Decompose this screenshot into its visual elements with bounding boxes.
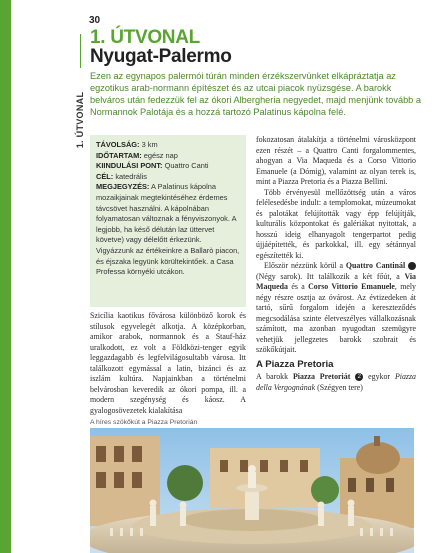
- right-paragraph-2: Több érvényesül mellőzöttség után a város felélesedésbe indult: a templomokat, múzeumokat és palotákat felújították vagy épp felújítják, kulturális központokat és galériákat nyitottak, a hosszú ideig elhanyagolt tengerpartot pedig újjáépítették, és parkokkal, ill. egy sétánnyal egészítették ki.: [256, 187, 416, 260]
- right-paragraph-4: [256, 372, 416, 393]
- route-info-box: [90, 135, 246, 307]
- p4-text-b: egykor: [363, 372, 395, 381]
- marker-1-icon: 1: [408, 262, 416, 270]
- green-side-band: [0, 0, 11, 553]
- info-goal: [96, 172, 240, 183]
- info-distance-value: 3 km: [141, 140, 158, 149]
- fountain-photo: [90, 428, 414, 553]
- marker-2-icon: 2: [355, 373, 363, 381]
- info-duration: [96, 151, 240, 162]
- vertical-section-label: [73, 76, 87, 164]
- page-number: 30: [89, 15, 101, 26]
- info-goal-value: katedrális: [115, 171, 147, 181]
- photo-caption: A híres szökőkút a Piazza Pretorián: [90, 419, 198, 426]
- info-duration-label: IDŐTARTAM:: [96, 150, 142, 160]
- right-paragraph-3: [256, 261, 420, 356]
- vertical-section-label-text: 1. ÚTVONAL: [75, 91, 85, 149]
- route-number-title: 1. ÚTVONAL: [90, 27, 200, 48]
- corso-name: Corso Vittorio Emanuele: [308, 282, 395, 291]
- p3-text-b: (Négy sarok). Itt találkozik a két főút, a: [256, 271, 405, 281]
- info-goal-label: CÉL:: [96, 171, 114, 181]
- p4-text-c: (Szégyen tere): [315, 382, 363, 392]
- left-column-paragraph: Szicília kaotikus fővárosa különböző korok és stílusok egyvelegét alkotja. A középkorban, amikor arabok, normannok és a Stauf-ház uralkodott, ez volt a Földközi-tenger egyik leggazdagabb és legfelvilágosultabb városa. Itt találkozott egymással a latin, bizánci és az iszlám kultúra. Napjainkban a történelmi belvárosban keveredik az ókori pompa, ill. a modern szegénység és káosz. A gyalogosövezetek kialakítása: [90, 311, 246, 415]
- p3-text-c: és a: [288, 282, 309, 291]
- vergogna-name: Piazza della Vergognának: [256, 372, 416, 392]
- info-note-value: A Palatinus kápolna mozaikjainak megtekintéséhez érdemes távcsövet használni. A kápolnában folyamatosan változnak a fényviszonyok. A legjobb, ha késő délután laz üttervet követve) vagy délelőtt érkezünk. Vigyázzunk az értékeinkre a Ballarò piacon, és éjszaka legyünk körültekintőek. a Casa Professa környéki utcákon.: [96, 182, 240, 277]
- quattro-canti-name: Quattro Cantinál: [345, 261, 406, 270]
- info-start-value: Quattro Canti: [164, 161, 209, 171]
- info-start-label: KIINDULÁSI PONT:: [96, 161, 163, 171]
- right-paragraph-1: fokozatosan átalakítja a történelmi városközpont ezen részét – a Quattro Canti forgalommentes, ahogyan a Via Maqueda és a Corso Vittorio Emanuele (a Dómig), valamint az olyan terek is, mint a Piazza Pretoria és a Piazza Bellini.: [256, 135, 416, 186]
- intro-paragraph: Ezen az egynapos palermói túrán minden érzékszervünket elkápráztatja az egzotikus arab-normann építészet és az utcai piacok nyüzsgése. A barokk belváros után fedezzük fel az ókori Albergheria negyedet, majd menjünk tovább a Normannok Palotája és a hozzá tartozó Palatinus kápolna felé.: [90, 71, 421, 117]
- info-distance: [96, 140, 240, 151]
- left-text-column: [90, 311, 246, 416]
- info-duration-value: egész nap: [143, 150, 178, 160]
- p3-text-a: Először nézzünk körül a: [264, 261, 346, 270]
- info-start: [96, 161, 240, 172]
- info-distance-label: TÁVOLSÁG:: [96, 140, 140, 149]
- via-maqueda-name: Via Maqueda: [256, 271, 416, 291]
- section-divider: [80, 34, 81, 68]
- p4-text-a: A barokk: [256, 372, 293, 381]
- piazza-pretoria-name: Piazza Pretoriát: [292, 372, 351, 381]
- info-note: [96, 182, 240, 277]
- route-name-title: Nyugat-Palermo: [90, 46, 232, 67]
- p3-text-d: , mely négy részre osztja az óvárost. Az évtizedeken át tartó, sűrű forgalom idején a kereszteződés megcsodálása szinte életveszélyes vállalkozásnak számított, ma azonban nyugodtan szemügyre vehetjük jellegzetes barokk szobrait és szökőkútjait.: [256, 282, 416, 354]
- info-note-label: MEGJEGYZÉS:: [96, 182, 150, 192]
- piazza-pretoria-subheading: A Piazza Pretoria: [256, 358, 334, 370]
- right-text-column: [256, 135, 420, 393]
